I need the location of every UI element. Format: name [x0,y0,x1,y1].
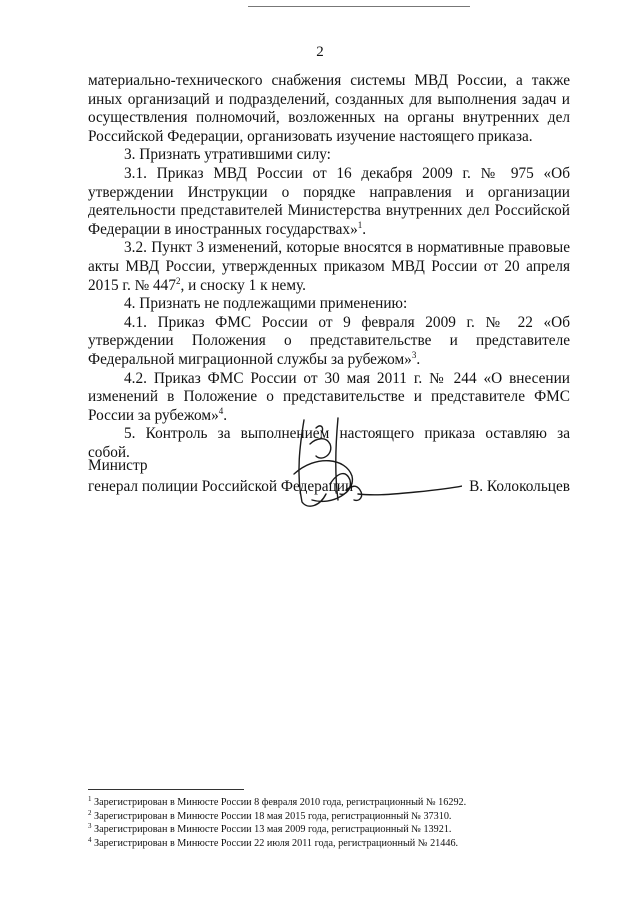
footnote-ref-1: 1 [357,219,363,230]
footnote-ref-4: 4 [218,405,224,416]
paragraph-item-4-1: 4.1. Приказ ФМС России от 9 февраля 2009 г. № 22 «Об утверждении Положения о представительстве и представителе Федеральной миграционной службы за рубежом»$^3$. [88,313,570,368]
footnote-separator [88,789,244,790]
signer-name: В. Колокольцев [469,478,570,495]
footnote-item: $^2$ Зарегистрирован в Минюсте России 18 мая 2015 года, регистрационный № 37310. [88,808,452,822]
paragraph-item-4-2: 4.2. Приказ ФМС России от 30 мая 2011 г. № 244 «О внесении изменений в Положение о представительстве и представителе ФМС России за рубежом»$^4$. [88,369,570,424]
footnote-ref-3: 3 [411,349,417,360]
top-edge-line [248,6,470,7]
page-number: 2 [316,44,324,60]
signature-block [88,455,570,497]
paragraph-continuation: материально-технического снабжения системы МВД России, а также иных организаций и подразделений, созданных для выполнения задач и осуществления полномочий, возложенных на органы внутренних дел Российской Федерации, организовать изучение настоящего приказа. [88,72,570,145]
footnote-item: $^1$ Зарегистрирован в Минюсте России 8 февраля 2010 года, регистрационный № 16292. [88,795,467,808]
footnote-ref-2: 2 [175,275,181,286]
footnotes [88,796,570,850]
footnote-item: $^3$ Зарегистрирован в Минюсте России 13 мая 2009 года, регистрационный № 13921. [88,822,452,836]
paragraph-item-4: 4. Признать не подлежащими применению: [124,295,408,313]
paragraph-item-5: 5. Контроль за выполнением настоящего приказа оставляю за собой. [88,425,570,461]
paragraph-item-3-1: 3.1. Приказ МВД России от 16 декабря 2009 г. № 975 «Об утверждении Инструкции о порядке направления и организации деятельности представителей Министерства внутренних дел Российской Федерации в иностранных государствах»$^1$. [88,164,570,238]
signer-rank: генерал полиции Российской Федерации [88,478,354,495]
signer-title: Министр [88,457,148,474]
document-body [88,72,570,462]
paragraph-item-3-2: 3.2. Пункт 3 изменений, которые вносятся в нормативные правовые акты МВД России, утвержденных приказом МВД России от 20 апреля 2015 г. № $447^2$, и сноску 1 к нему. [88,239,570,294]
footnote-item: $^4$ Зарегистрирован в Минюсте России 22 июля 2011 года, регистрационный № 21446. [88,835,459,849]
paragraph-item-3: 3. Признать утратившими силу: [124,146,331,164]
